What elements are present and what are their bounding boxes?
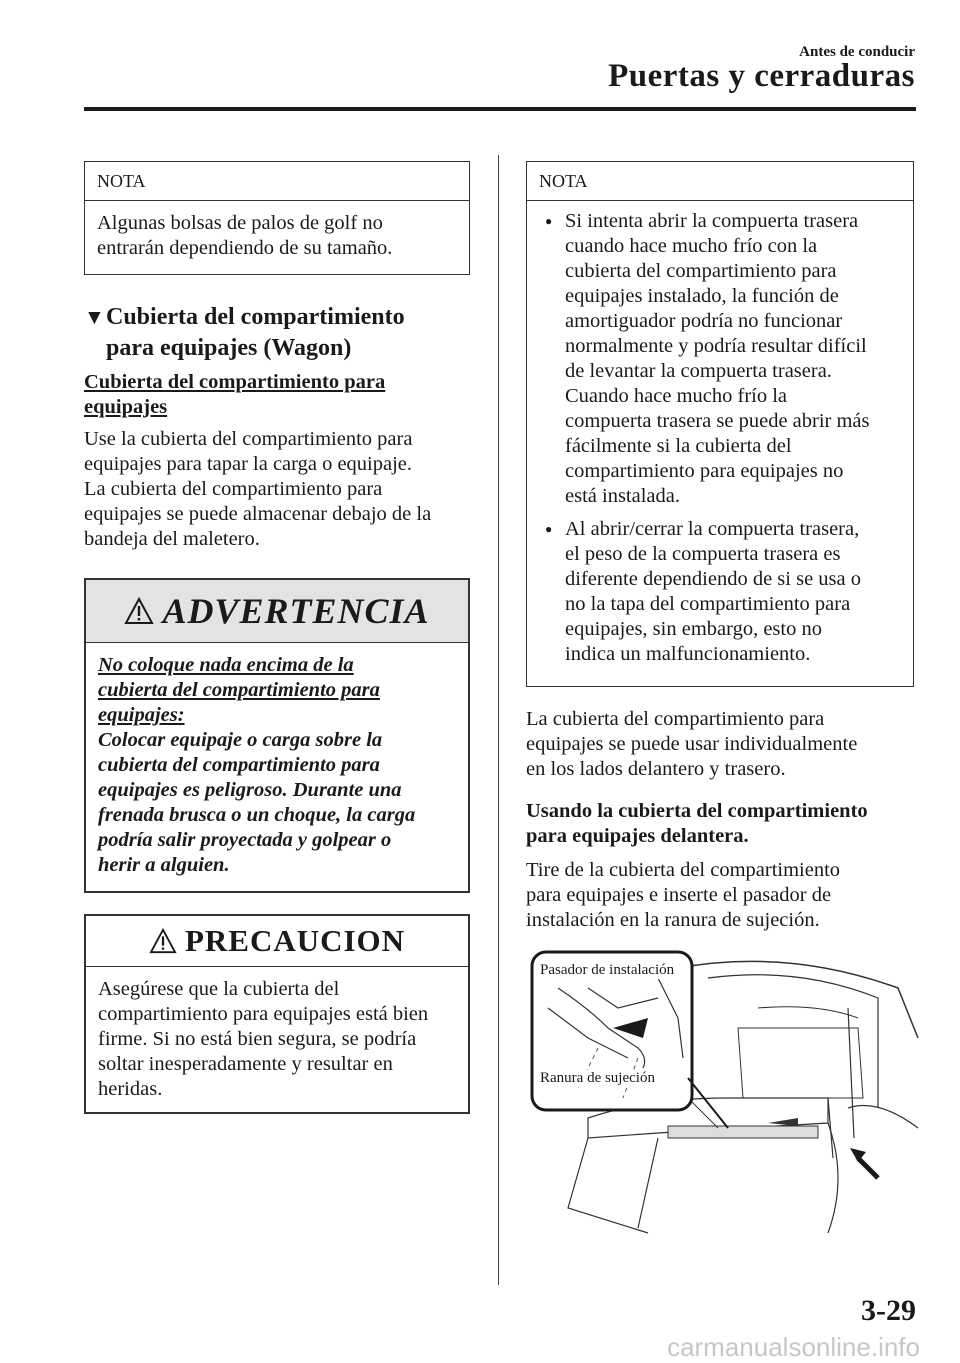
paragraph-line: en los lados delantero y trasero. (526, 758, 786, 780)
caution-title: PRECAUCION (184, 923, 406, 958)
note-line: normalmente y podría resultar difícil (565, 335, 867, 357)
paragraph-line: equipajes se puede usar individualmente (526, 733, 858, 755)
subheading-line: Cubierta del compartimiento para (84, 371, 386, 393)
cargo-cover-illustration (528, 948, 920, 1238)
note-line: está instalada. (565, 485, 680, 507)
header-rule (84, 107, 916, 111)
warning-line: herir a alguien. (98, 854, 230, 876)
caution-line: soltar inesperadamente y resultar en (98, 1053, 393, 1075)
warning-line: podría salir proyectada y golpear o (98, 829, 392, 851)
note-bullet-item (539, 209, 901, 509)
note-line: equipajes instalado, la función de (565, 285, 839, 307)
note-line: no la tapa del compartimiento para (565, 593, 851, 615)
note-line: compartimiento para equipajes no (565, 460, 844, 482)
note-line: Algunas bolsas de palos de golf no (97, 212, 383, 234)
label-holding-slot: Ranura de sujeción (540, 1070, 655, 1086)
caution-box (84, 914, 470, 1114)
note-bullet-item (539, 517, 901, 667)
warning-triangle-icon (149, 928, 177, 954)
page-title: Puertas y cerraduras (608, 58, 915, 94)
note-text (527, 201, 913, 685)
note-line: equipajes, sin embargo, esto no (565, 618, 822, 640)
bullet-icon: ● (545, 214, 553, 228)
warning-line: Colocar equipaje o carga sobre la (98, 729, 383, 751)
note-line: el peso de la compuerta trasera es (565, 543, 841, 565)
note-text (85, 201, 469, 271)
note-line: cubierta del compartimiento para (565, 260, 837, 282)
note-heading: NOTA (85, 162, 469, 201)
note-line: Cuando hace mucho frío la (565, 385, 788, 407)
paragraph-line: La cubierta del compartimiento para (526, 708, 825, 730)
intro-paragraph (84, 427, 484, 552)
header-section: Antes de conducir (799, 44, 915, 60)
warning-title: ADVERTENCIA (162, 591, 430, 631)
paragraph-line: Tire de la cubierta del compartimiento (526, 859, 841, 881)
note-line: diferente dependiendo de si se usa o (565, 568, 862, 590)
note-line: compuerta trasera se puede abrir más (565, 410, 870, 432)
section-marker-icon: ▼ (84, 305, 105, 329)
page-number: 3-29 (861, 1294, 916, 1327)
heading-line: para equipajes delantera. (526, 825, 749, 847)
section-title-line: Cubierta del compartimiento (106, 304, 405, 330)
note-heading: NOTA (527, 162, 913, 201)
cargo-cover-figure (528, 948, 920, 1238)
heading-line: Usando la cubierta del compartimiento (526, 800, 868, 822)
warning-line: equipajes es peligroso. Durante una (98, 779, 402, 801)
note-line: amortiguador podría no funcionar (565, 310, 843, 332)
bullet-icon: ● (545, 522, 553, 536)
note-line: Si intenta abrir la compuerta trasera (565, 210, 859, 232)
caution-text (86, 967, 468, 1112)
paragraph-line: Use la cubierta del compartimiento para (84, 428, 413, 450)
caution-line: compartimiento para equipajes está bien (98, 1003, 429, 1025)
label-installation-pin: Pasador de instalación (540, 962, 675, 978)
note-box-golf (84, 161, 470, 275)
note-line: indica un malfuncionamiento. (565, 643, 811, 665)
warning-line: cubierta del compartimiento para (98, 754, 380, 776)
note-line: fácilmente si la cubierta del (565, 435, 792, 457)
paragraph-line: bandeja del maletero. (84, 528, 260, 550)
warning-line: equipajes: (98, 704, 185, 726)
warning-line: No coloque nada encima de la (98, 654, 354, 676)
subheading (84, 370, 484, 420)
paragraph-line: instalación en la ranura de sujeción. (526, 909, 820, 931)
warning-text (86, 643, 468, 888)
procedure-heading (526, 799, 926, 849)
note-line: de levantar la compuerta trasera. (565, 360, 832, 382)
caution-line: heridas. (98, 1078, 163, 1100)
paragraph-line: equipajes para tapar la carga o equipaje. (84, 453, 413, 475)
subheading-line: equipajes (84, 396, 168, 418)
warning-line: frenada brusca o un choque, la carga (98, 804, 416, 826)
warning-header (86, 580, 468, 643)
warning-line: cubierta del compartimiento para (98, 679, 380, 701)
caution-header (86, 916, 468, 967)
section-heading (84, 302, 484, 364)
section-title-line: para equipajes (Wagon) (106, 335, 352, 361)
caution-line: Asegúrese que la cubierta del (98, 978, 340, 1000)
paragraph-line: para equipajes e inserte el pasador de (526, 884, 832, 906)
note-line: entrarán dependiendo de su tamaño. (97, 237, 393, 259)
watermark: carmanualsonline.info (667, 1332, 920, 1362)
warning-box (84, 578, 470, 893)
note-box-tailgate (526, 161, 914, 687)
column-divider (498, 155, 499, 1285)
caution-line: firme. Si no está bien segura, se podría (98, 1028, 417, 1050)
paragraph-line: equipajes se puede almacenar debajo de la (84, 503, 432, 525)
usage-paragraph (526, 707, 926, 782)
warning-triangle-icon (124, 597, 154, 625)
note-line: Al abrir/cerrar la compuerta trasera, (565, 518, 860, 540)
note-line: cuando hace mucho frío con la (565, 235, 818, 257)
paragraph-line: La cubierta del compartimiento para (84, 478, 383, 500)
procedure-paragraph (526, 858, 926, 933)
